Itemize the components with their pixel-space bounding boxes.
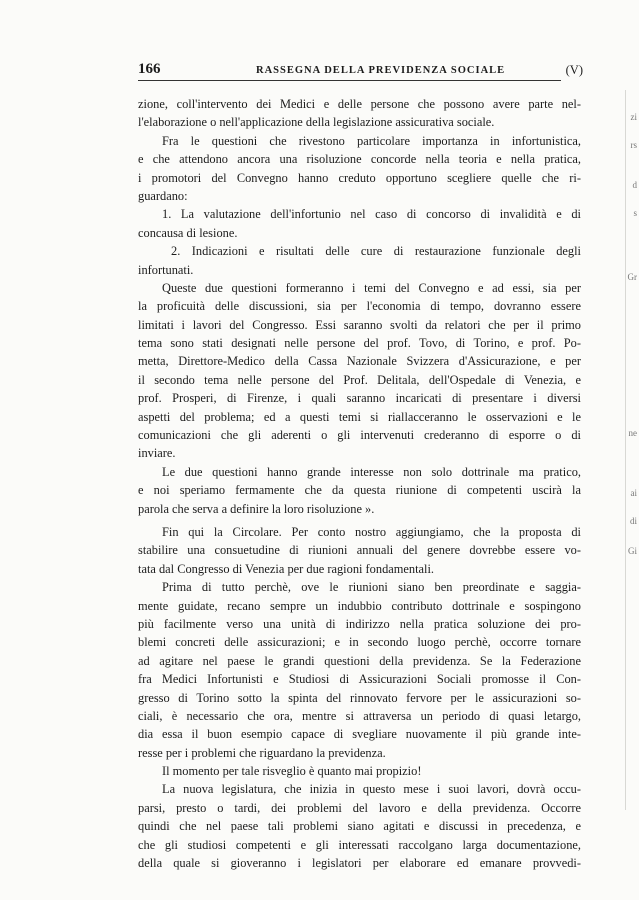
text-line: Prima di tutto perchè, ove le riunioni siano ben preordinate e saggia- <box>162 580 581 595</box>
text-line: ciali, è necessario che ora, mentre si attraversa un periodo di quasi letargo, <box>138 708 581 723</box>
text-line: blemi concreti delle assicurazioni; e in secondo luogo perchè, occorre tornare <box>138 635 581 650</box>
text-line: concausa di lesione. <box>138 225 238 240</box>
text-line: comunicazioni che gli aderenti o gli intervenuti crederanno di esporre o di <box>138 428 581 443</box>
body-text <box>138 95 581 872</box>
facing-page-edge <box>625 90 626 810</box>
text-line: infortunati. <box>138 262 194 277</box>
text-line: Queste due questioni formeranno i temi del Convegno e ad essi, sia per <box>162 280 581 295</box>
text-line: il secondo tema nelle persone del Prof. Delitala, dell'Ospedale di Venezia, e <box>138 372 581 387</box>
text-line: tema sono stati designati nelle persone del prof. Tovo, di Torino, e prof. Po- <box>138 336 581 351</box>
text-line: prof. Prosperi, di Firenze, i quali saranno incaricati di presentare i diversi <box>138 391 581 406</box>
text-line: dia essa il buon esempio capace di svegliare nuovamente il più grande inte- <box>138 727 581 742</box>
bleed-fragment: di <box>629 516 637 526</box>
text-line: e noi speriamo fermamente che da questa riunione di competenti uscirà la <box>138 483 581 498</box>
bleed-fragment: Gr <box>627 272 637 282</box>
text-line: parsi, presto o tardi, dei problemi del lavoro e della previdenza. Occorre <box>138 800 581 815</box>
text-line: Fin qui la Circolare. Per conto nostro aggiungiamo, che la proposta di <box>162 524 581 539</box>
text-line: ad agitare nel paese le grandi questioni della previdenza. Se la Federazione <box>138 653 581 668</box>
text-line: Le due questioni hanno grande interesse non solo dottrinale ma pratico, <box>162 464 581 479</box>
section-mark: (V) <box>565 63 583 77</box>
bleed-fragment: ai <box>630 488 637 498</box>
text-line: della quale si gioveranno i legislatori per elaborare ed emanare provvedi- <box>138 856 581 871</box>
text-line: metta, Direttore-Medico della Cassa Nazionale Svizzera d'Assicurazione, e per <box>138 354 581 369</box>
bleed-fragment: rs <box>630 140 637 150</box>
header-rule <box>138 80 561 81</box>
text-line: fra Medici Infortunisti e Studiosi di Assicurazioni Sociali promosse il Con- <box>138 672 581 687</box>
text-line: Il momento per tale risveglio è quanto mai propizio! <box>162 764 422 779</box>
text-line: mente guidate, recano sempre un indubbio contributo dottrinale e sospingono <box>138 598 581 613</box>
text-line: Fra le questioni che rivestono particolare importanza in infortunistica, <box>162 133 581 148</box>
text-line: che gli studiosi competenti e gli interessati raccolgano larga documentazione, <box>138 837 581 852</box>
page-number: 166 <box>138 61 161 77</box>
text-line: quindi che nel paese tali problemi siano agitati e discussi in precedenza, e <box>138 819 581 834</box>
text-line: i promotori del Convegno hanno creduto opportuno scegliere quelle che ri- <box>138 170 581 185</box>
facing-page-bleed <box>625 0 639 900</box>
text-line: 2. Indicazioni e risultati delle cure di restaurazione funzionale degli <box>171 244 581 259</box>
bleed-fragment: zi <box>630 112 637 122</box>
text-line: resse per i problemi che riguardano la previdenza. <box>138 745 386 760</box>
running-header <box>138 61 583 83</box>
text-line: 1. La valutazione dell'infortunio nel caso di concorso di invalidità e di <box>162 207 581 222</box>
text-line: la proficuità delle discussioni, sia per l'economia di tempo, dovranno essere <box>138 299 581 314</box>
text-line: gresso di Torino sotto la spinta del rinnovato fervore per le assicurazioni so- <box>138 690 581 705</box>
text-line: e che attendono ancora una risoluzione concorde nella teoria e nella pratica, <box>138 152 581 167</box>
bleed-fragment: ne <box>628 428 637 438</box>
bleed-fragment: s <box>633 208 637 218</box>
bleed-fragment: Gi <box>628 546 637 556</box>
text-line: tata dal Congresso di Venezia per due ragioni fondamentali. <box>138 561 435 576</box>
text-line: più facilmente verso una unità di indirizzo nella pratica soluzione dei pro- <box>138 616 581 631</box>
text-line: zione, coll'intervento dei Medici e delle persone che possono avere parte nel- <box>138 97 581 111</box>
text-line: La nuova legislatura, che inizia in questo mese i suoi lavori, dovrà occu- <box>162 782 581 797</box>
text-line: limitati i lavori del Congresso. Essi saranno svolti da relatori che per il primo <box>138 317 581 332</box>
running-title: RASSEGNA DELLA PREVIDENZA SOCIALE <box>256 65 506 76</box>
text-line: l'elaborazione o nell'applicazione della legislazione assicurativa sociale. <box>138 115 495 130</box>
text-line: stabilire una consuetudine di riunioni annuali del genere dovrebbe essere vo- <box>138 543 581 558</box>
text-line: parola che serva a definire la loro risoluzione ». <box>138 501 375 516</box>
bleed-fragment: d <box>632 180 637 190</box>
text-line: guardano: <box>138 188 188 203</box>
text-line: aspetti del problema; ed a questi temi si riallacceranno le osservazioni e le <box>138 409 581 424</box>
text-line: inviare. <box>138 446 176 461</box>
